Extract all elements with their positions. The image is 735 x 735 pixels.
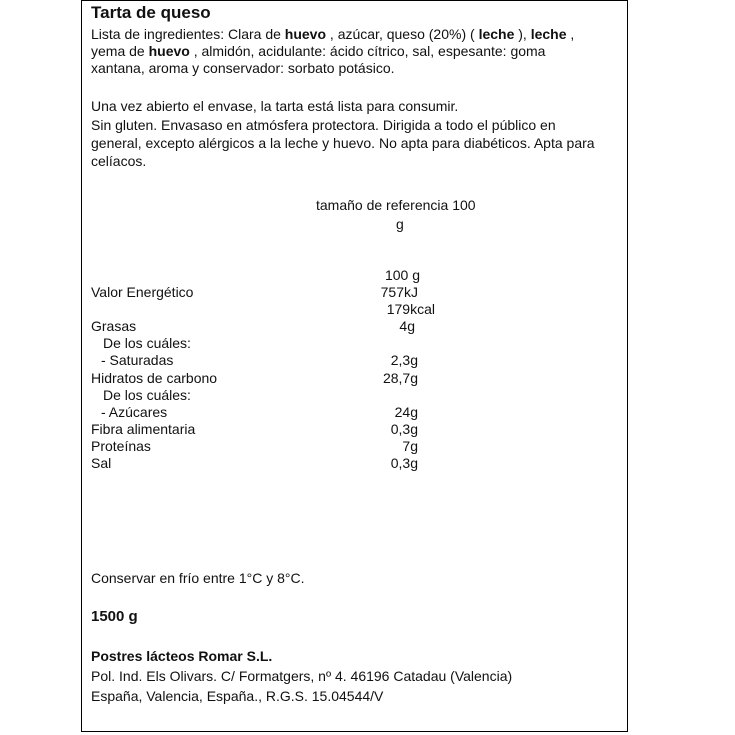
energy-label: Valor Energético [91, 284, 194, 300]
manufacturer-name: Postres lácteos Romar S.L. [91, 648, 273, 664]
ingredients-line-1: Lista de ingredientes: Clara de huevo , azúcar, queso (20%) ( leche ), leche , [91, 26, 575, 42]
nutrient-value-fibre: 0,3g [390, 421, 418, 437]
nutrient-value-sugars: 24g [394, 404, 418, 420]
notes-line-1: Sin gluten. Envasaso en atmósfera protectora. Dirigida a todo el público en [91, 117, 556, 133]
ingredients-line-3: xantana, aroma y conservador: sorbato potásico. [91, 60, 395, 76]
product-title: Tarta de queso [91, 3, 211, 22]
nutrient-sublabel: De los cuáles: [103, 335, 191, 351]
nutrient-label-fibre: Fibra alimentaria [91, 421, 196, 437]
notes-line-2: general, excepto alérgicos a la leche y huevo. No apta para diabéticos. Apta para [91, 135, 595, 151]
ingredients-line-2: yema de huevo , almidón, acidulante: ácido cítrico, sal, espesante: goma [91, 43, 546, 59]
energy-kcal-value: 179kcal [386, 301, 435, 317]
nutrient-label-protein: Proteínas [91, 438, 151, 454]
instructions-text: Una vez abierto el envase, la tarta está lista para consumir. [91, 98, 459, 114]
nutrient-label-salt: Sal [91, 455, 112, 471]
nutrient-value-fat: 4g [399, 318, 415, 334]
nutrition-column-header: 100 g [384, 267, 420, 283]
storage-text: Conservar en frío entre 1°C y 8°C. [91, 570, 305, 586]
nutrient-value-carbohydrates: 28,7g [382, 370, 418, 386]
energy-kj-value: 757kJ [380, 284, 418, 300]
manufacturer-address-1: Pol. Ind. Els Olivars. C/ Formatgers, nº 4. 46196 Catadau (Valencia) [91, 668, 513, 684]
nutrient-sublabel: De los cuáles: [103, 387, 191, 403]
nutrient-label-saturated: - Saturadas [101, 352, 174, 368]
nutrient-label-fat: Grasas [91, 318, 137, 334]
reference-size-line-1: tamaño de referencia 100 [316, 197, 476, 213]
nutrient-label-sugars: - Azúcares [101, 404, 168, 420]
nutrient-value-salt: 0,3g [390, 455, 418, 471]
nutrient-value-protein: 7g [402, 438, 418, 454]
reference-size-line-2: g [396, 216, 404, 232]
nutrient-label-carbohydrates: Hidratos de carbono [91, 370, 218, 386]
net-weight: 1500 g [91, 608, 138, 625]
nutrient-value-saturated: 2,3g [390, 352, 418, 368]
notes-line-3: celíacos. [91, 153, 147, 169]
manufacturer-address-2: España, Valencia, España., R.G.S. 15.04544/V [91, 688, 384, 704]
